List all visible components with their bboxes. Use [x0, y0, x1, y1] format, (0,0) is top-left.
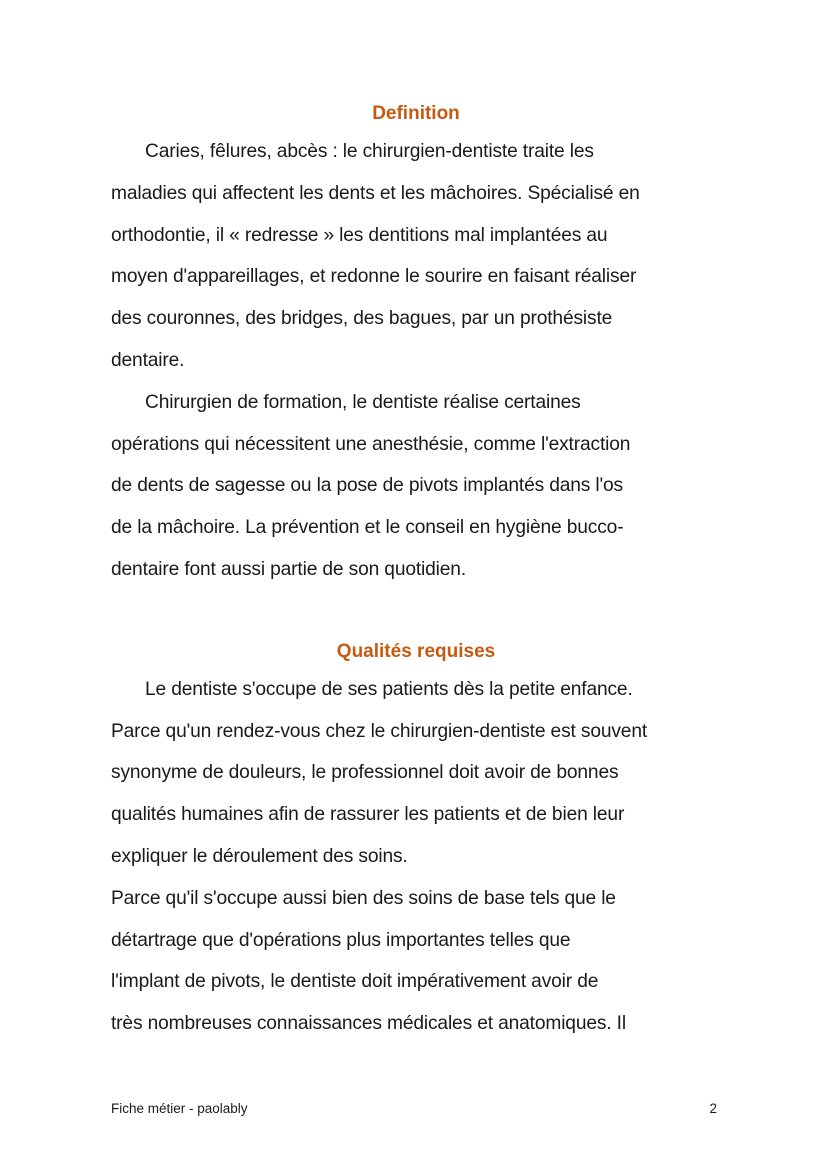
text-line: Le dentiste s'occupe de ses patients dès la petite enfance.	[145, 678, 633, 700]
footer-title: Fiche métier - paolably	[111, 1101, 248, 1116]
text-line: Parce qu'un rendez-vous chez le chirurgien-dentiste est souvent	[111, 720, 648, 742]
page-number: 2	[709, 1101, 717, 1116]
text-line: très nombreuses connaissances médicales et anatomiques. Il	[111, 1013, 626, 1035]
text-line: Chirurgien de formation, le dentiste réalise certaines	[145, 391, 581, 413]
paragraph	[111, 382, 721, 591]
text-line: dentaire.	[111, 349, 185, 371]
paragraph	[111, 131, 721, 382]
text-line: moyen d'appareillages, et redonne le sourire en faisant réaliser	[111, 266, 637, 288]
text-line: détartrage que d'opérations plus importantes telles que	[111, 929, 571, 951]
text-line: expliquer le déroulement des soins.	[111, 845, 408, 867]
paragraph	[111, 669, 721, 878]
text-line: maladies qui affectent les dents et les mâchoires. Spécialisé en	[111, 182, 640, 204]
text-line: de dents de sagesse ou la pose de pivots implantés dans l'os	[111, 475, 623, 497]
paragraph	[111, 878, 721, 1045]
section-heading: Qualités requises	[336, 640, 496, 662]
text-line: des couronnes, des bridges, des bagues, par un prothésiste	[111, 308, 613, 330]
text-line: de la mâchoire. La prévention et le conseil en hygiène bucco-	[111, 517, 624, 539]
page-content	[111, 97, 721, 1045]
section-definition	[111, 97, 721, 591]
text-line: synonyme de douleurs, le professionnel doit avoir de bonnes	[111, 762, 619, 784]
section-spacer	[111, 591, 721, 635]
text-line: Caries, fêlures, abcès : le chirurgien-dentiste traite les	[145, 141, 594, 162]
text-line: dentaire font aussi partie de son quotidien.	[111, 558, 467, 580]
text-line: qualités humaines afin de rassurer les patients et de bien leur	[111, 804, 625, 826]
text-line: opérations qui nécessitent une anesthésie, comme l'extraction	[111, 433, 631, 455]
section-qualites-requises	[111, 635, 721, 1045]
page-footer	[111, 1101, 717, 1116]
section-heading: Definition	[372, 103, 460, 124]
text-line: Parce qu'il s'occupe aussi bien des soins de base tels que le	[111, 887, 616, 909]
text-line: orthodontie, il « redresse » les dentitions mal implantées au	[111, 224, 608, 246]
text-line: l'implant de pivots, le dentiste doit impérativement avoir de	[111, 971, 599, 993]
